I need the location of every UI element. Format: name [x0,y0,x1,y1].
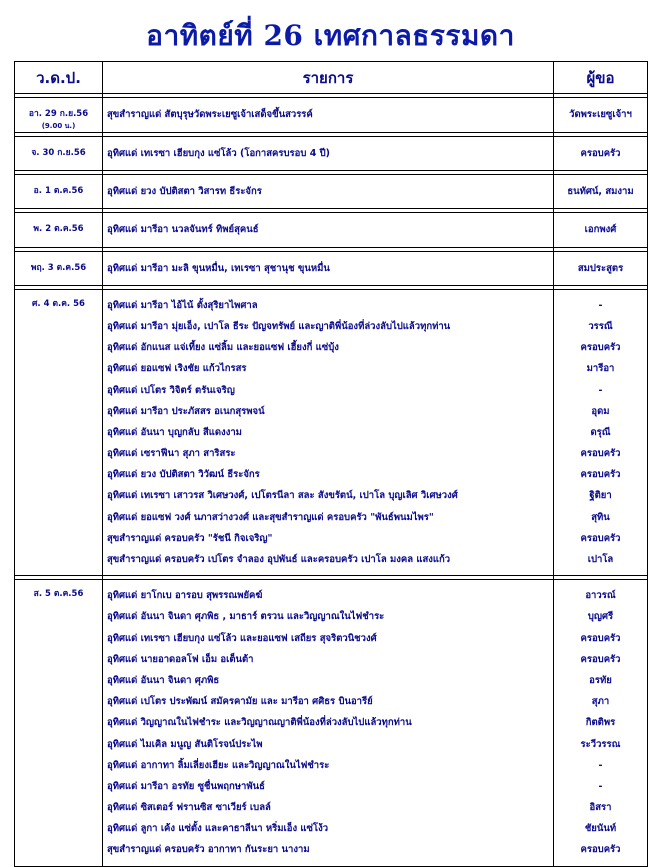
list-item: อุทิศแด่ มารีอา มะลิ ขุนหมื่น, เทเรซา สุชานุช ขุนหมื่น [107,262,330,274]
date-cell [15,98,103,133]
items-cell [103,251,554,285]
header-requester: ผู้ขอ [554,62,648,94]
date-text: อา. 29 ก.ย.56 [28,109,89,119]
list-item: อุทิศแด่ อักแนส แจ่เที้ยง แซ่ลิ้ม และยอแซฟ เฮี้ยงกี่ แซ่บุ้ง [107,342,339,354]
requester-item: ครอบครัว [580,148,621,159]
list-item: อุทิศแด่ มารีอา นวลจันทร์ ทิพย์สุคนธ์ [107,224,259,236]
list-item: อุทิศแด่ ยาโกเบ อารอบ สุพรรณพยัคฆ์ [107,590,263,602]
requester-item: - [598,759,603,771]
page-title: อาทิตย์ที่ 26 เทศกาลธรรมดา [146,19,515,52]
list-item: อุทิศแด่ วิญญาณในไฟชำระ และวิญญาณญาติพี่น้องที่ล่วงลับไปแล้วทุกท่าน [107,717,412,729]
list-item: อุทิศแด่ มารีอา ไอ้ไน้ ตั้งสุริยาไพศาล [107,299,258,311]
requester-item: มารีอา [586,363,615,375]
list-item: อุทิศแด่ เทเรซา เฮียบกุง แซ่โล้ว (โอกาสครบรอบ 4 ปี) [107,148,330,159]
date-text: อ. 1 ต.ค.56 [33,186,84,197]
requester-item: ธนทัศน์, สมงาม [567,186,634,198]
list-item: อุทิศแด่ มารีอา อรทัย ซูชื่นพฤกษาพันธ์ [107,780,265,792]
time-text: (9.00 น.) [41,122,76,130]
requester-cell [554,137,648,171]
items-cell [103,175,554,209]
items-cell [103,137,554,171]
list-item: อุทิศแด่ เทเรซา เสาวรส วิเศษวงศ์, เปโตรนีลา สละ สังขรัตน์, เปาโล บุญเลิศ วิเศษวงศ์ [107,490,458,502]
requester-item: ครอบครัว [580,469,621,481]
requester-item: ระวีวรรณ [580,738,621,750]
date-text: ศ. 4 ต.ค. 56 [32,298,85,309]
date-cell [15,251,103,285]
requester-item: สุทิน [591,511,610,523]
requester-item: ครอบครัว [580,532,621,544]
table-row [15,251,648,285]
requester-cell [554,175,648,209]
table-header-row [15,62,648,94]
list-item: สุขสำราญแด่ ครอบครัว อากาทา กันระยา นางาม [107,844,310,856]
list-item: อุทิศแด่ อันนา จินดา ศุภพิธ , มาธาร์ ตรวน และวิญญาณในไฟชำระ [107,611,385,623]
list-item: อุทิศแด่ ซิสเตอร์ ฟรานซิส ซาเวียร์ เบลล์ [107,802,271,814]
items-cell [103,580,554,866]
header-date: ว.ด.ป. [15,62,103,94]
requester-item: ครอบครัว [580,342,621,354]
list-item: อุทิศแด่ ยอแซฟ เริงชัย แก้วไกรสร [107,363,247,375]
requester-item: เอกพงศ์ [584,224,617,236]
date-text: จ. 30 ก.ย.56 [31,148,86,158]
list-item: อุทิศแด่ เซราฟีนา สุภา สาริสระ [107,448,236,460]
requester-item: ครอบครัว [580,653,621,665]
date-cell [15,289,103,575]
items-cell [103,98,554,133]
list-item: อุทิศแด่ อันนา จินดา ศุภพิธ [107,674,220,686]
list-item: สุขสำราญแด่ ครอบครัว เปโตร จำลอง อุปพันธ์ และครอบครัว เปาโล มงคล แสงแก้ว [107,554,451,565]
table-row [15,213,648,247]
table-row [15,289,648,575]
requester-item: สมประสูตร [577,262,624,274]
list-item: อุทิศแด่ นายอาดอลโฟ เอ็ม อเต็นต้า [107,653,254,665]
requester-item: อิสรา [589,802,612,814]
date-cell [15,213,103,247]
date-cell [15,137,103,171]
list-item: อุทิศแด่ เปโตร ประพัฒน์ สมัครคามัย และ มารีอา ศศิธร บินอารีย์ [107,696,373,708]
list-item: อุทิศแด่ ไมเคิล มนูญ สันติโรจน์ประไพ [107,738,263,750]
date-text: พ. 2 ต.ค.56 [33,224,84,235]
date-text: ส. 5 ต.ค.56 [33,589,84,600]
requester-item: ครอบครัว [580,448,621,460]
list-item: อุทิศแด่ เปโตร วิจิตร์ ตรันเจริญ [107,384,235,396]
table-row [15,137,648,171]
list-item: สุขสำราญแด่ สัตบุรุษวัดพระเยซูเจ้าเสด็จขึ้นสวรรค์ [107,109,313,120]
requester-item: กิตติพร [585,717,616,729]
requester-item: ฐิติยา [589,490,612,502]
requester-cell [554,580,648,866]
date-cell [15,580,103,866]
requester-item: ครอบครัว [580,632,621,644]
table-row [15,580,648,866]
requester-item: อาวรณ์ [585,590,616,602]
requester-item: สุภา [591,696,610,708]
list-item: อุทิศแด่ อากาทา ลิ้มเลี่ยงเฮียะ และวิญญาณในไฟชำระ [107,759,330,771]
list-item: อุทิศแด่ ยวง บัปติสตา วิสารท ธีระจักร [107,186,262,198]
requester-cell [554,289,648,575]
requester-item: อรทัย [589,674,612,686]
list-item: สุขสำราญแด่ ครอบครัว "รัชนี กิจเจริญ" [107,532,273,544]
table-row [15,175,648,209]
requester-item: ดรุณี [590,426,611,438]
list-item: อุทิศแด่ ยวง บัปติสตา วิวัฒน์ ธีระจักร [107,469,260,481]
list-item: อุทิศแด่ มารีอา มุ่ยเอ็ง, เปาโล ธีระ ปัญจทรัพย์ และญาติพี่น้องที่ล่วงลับไปแล้วทุกท่าน [107,320,451,332]
header-items: รายการ [103,62,554,94]
requester-item: อุดม [591,405,610,417]
requester-item: - [598,384,603,396]
list-item: อุทิศแด่ ลูกา เค้ง แซ่ตั้ง และคาธาลีนา หริ่มเอ็ง แซ่โง้ว [107,823,329,835]
list-item: อุทิศแด่ อันนา บุญกลับ สีแดงงาม [107,426,242,438]
items-cell [103,213,554,247]
intentions-table [14,61,648,867]
requester-cell [554,213,648,247]
list-item: อุทิศแด่ ยอแซฟ วงศ์ นภาสว่างวงศ์ และสุขสำราญแด่ ครอบครัว "พันธ์พนมไพร" [107,511,434,523]
requester-item: ชัยนันท์ [584,823,617,835]
requester-cell [554,98,648,133]
requester-item: บุญศรี [587,611,614,623]
requester-item: - [598,780,603,792]
list-item: อุทิศแด่ เทเรซา เฮียบกุง แซ่โล้ว และยอแซฟ เสถียร สุจริตวนิชวงศ์ [107,632,377,644]
requester-item: ครอบครัว [580,844,621,856]
table-row [15,98,648,133]
requester-cell [554,251,648,285]
items-cell [103,289,554,575]
list-item: อุทิศแด่ มารีอา ประภัสสร อเนกสุรพจน์ [107,405,265,417]
date-text: พฤ. 3 ต.ค.56 [30,262,87,273]
requester-item: เปาโล [587,554,614,565]
requester-item: - [598,299,603,311]
date-cell [15,175,103,209]
requester-item: วัดพระเยซูเจ้าฯ [569,109,632,120]
requester-item: วรรณี [588,320,613,332]
